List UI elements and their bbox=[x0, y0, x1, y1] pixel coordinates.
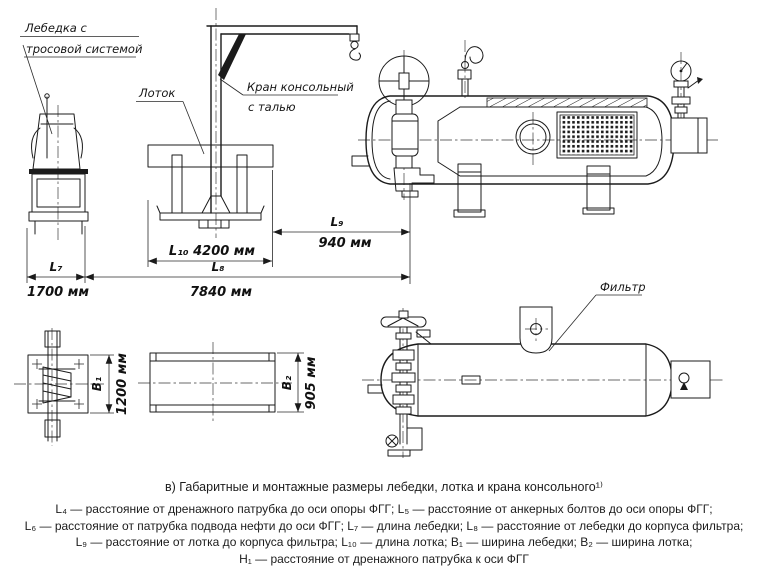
winch-label-line1: Лебедка с bbox=[25, 21, 87, 35]
dim-b1-symbol: B₁ bbox=[90, 376, 104, 392]
winch-label-line2: тросовой системой bbox=[26, 42, 143, 56]
dim-l8-value: 7840 мм bbox=[190, 285, 252, 300]
tray-label: Лоток bbox=[139, 86, 176, 100]
dim-b1 bbox=[90, 353, 130, 415]
tray-leader-line bbox=[183, 102, 204, 155]
dim-l8 bbox=[85, 260, 410, 300]
crane-label-line2: с талью bbox=[248, 100, 296, 114]
dim-l7-symbol: L₇ bbox=[49, 260, 63, 274]
tray-top-view bbox=[150, 353, 275, 412]
dim-l7-value: 1700 мм bbox=[27, 285, 89, 300]
vessel-side-view bbox=[352, 47, 707, 217]
crane-callout bbox=[220, 79, 354, 114]
filter-callout bbox=[549, 280, 646, 351]
filter-label: Фильтр bbox=[600, 280, 646, 294]
dim-b2 bbox=[277, 353, 319, 412]
dim-b1-value: 1200 мм bbox=[115, 353, 130, 415]
legend-line-4: H₁ — расстояние от дренажного патрубка к оси ФГГ bbox=[239, 551, 529, 566]
dim-l9-symbol: L₉ bbox=[330, 215, 344, 229]
dim-l10 bbox=[148, 244, 272, 261]
dim-l7 bbox=[27, 260, 89, 300]
figure-legend bbox=[0, 501, 768, 567]
crane-front-view bbox=[202, 26, 360, 213]
dim-l8-symbol: L₈ bbox=[211, 260, 225, 274]
tray-callout bbox=[136, 86, 204, 154]
legend-line-2: L₆ — расстояние от патрубка подвода нефти до оси ФГГ; L₇ — длина лебедки; L₈ — расстояние от лебедки до корпуса фильтра; bbox=[24, 518, 744, 533]
dim-l9 bbox=[273, 215, 410, 251]
legend-line-1: L₄ — расстояние от дренажного патрубка до оси опоры ФГГ; L₅ — расстояние от анкерных болтов до оси опоры ФГГ; bbox=[55, 502, 713, 516]
legend-line-3: L₉ — расстояние от лотка до корпуса фильтра; L₁₀ — длина лотка; B₁ — ширина лебедки; B₂ — ширина лотка; bbox=[75, 535, 693, 549]
crane-label-line1: Кран консольный bbox=[247, 80, 354, 94]
crane-leader-line bbox=[220, 79, 243, 95]
figure-caption: в) Габаритные и монтажные размеры лебедки, лотка и крана консольного¹⁾ bbox=[165, 480, 603, 494]
winch-top-view bbox=[28, 331, 88, 441]
winch-leader-line bbox=[23, 45, 52, 134]
filter-leader-line bbox=[549, 295, 596, 351]
dim-l9-value: 940 мм bbox=[318, 236, 372, 251]
dim-b2-value: 905 мм bbox=[304, 356, 319, 410]
dim-l10-label: L₁₀ 4200 мм bbox=[168, 244, 256, 259]
dim-b2-symbol: B₂ bbox=[280, 375, 294, 391]
winch-callout bbox=[20, 21, 143, 134]
winch-front-view bbox=[29, 94, 88, 234]
filter-side-view bbox=[368, 307, 710, 456]
